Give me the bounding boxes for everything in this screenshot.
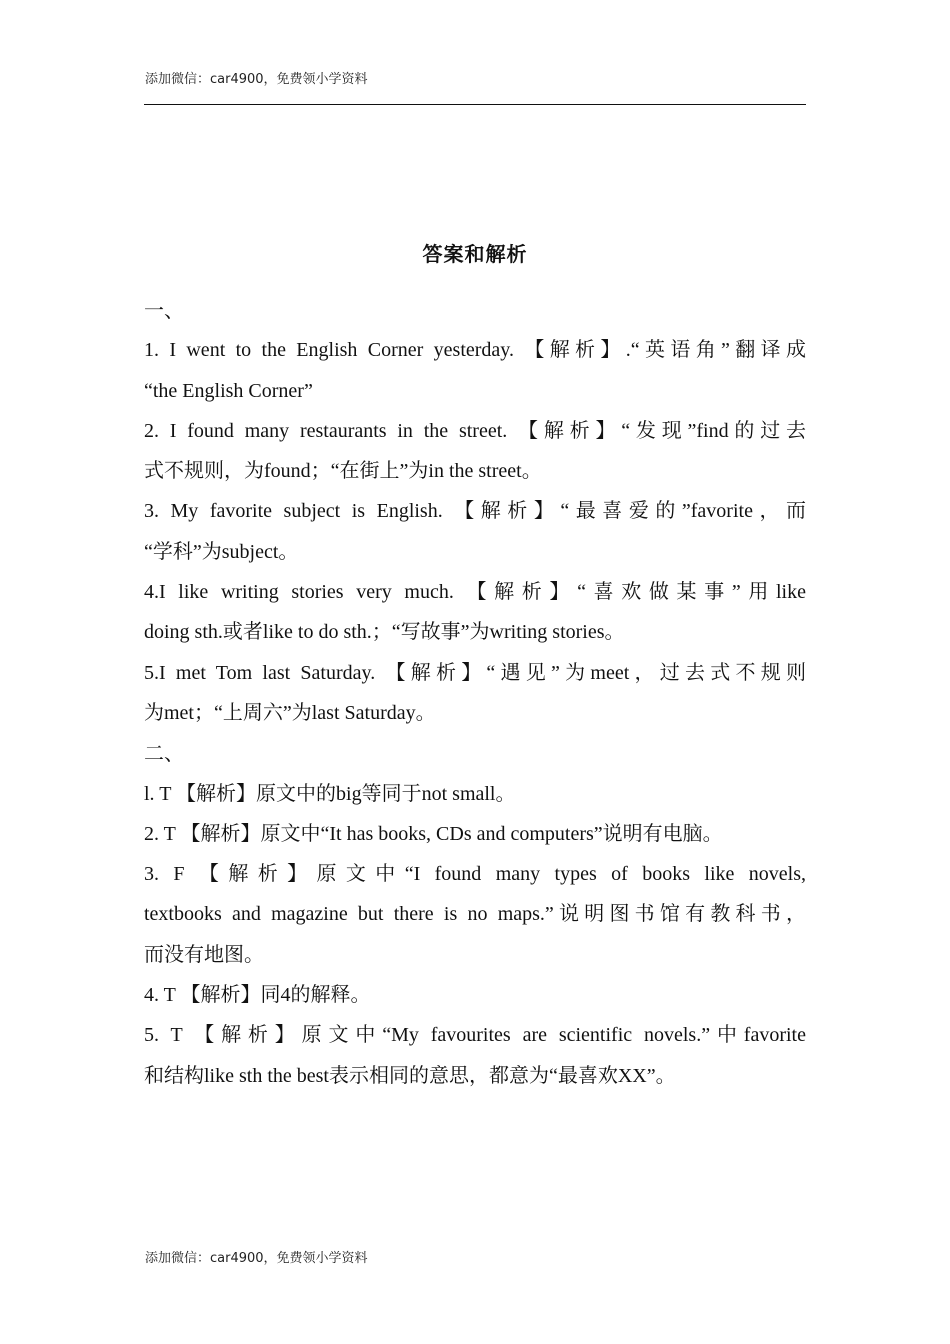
answer-line: doing sth.或者like to do sth.；“写故事”为writing stories。 (144, 621, 625, 644)
answer-line: 而没有地图。 (144, 943, 264, 966)
answer-line: “the English Corner” (144, 379, 313, 402)
answer-line: l. T 【解析】原文中的big等同于not small。 (144, 782, 516, 805)
answer-line: “学科”为subject。 (144, 540, 299, 563)
answer-line: 2. T 【解析】原文中“It has books, CDs and computers”说明有电脑。 (144, 822, 723, 845)
answer-line: 1. I went to the English Corner yesterday. 【解析】.“英语角”翻译成 (144, 339, 806, 362)
answer-line: 3. F 【解析】原文中“I found many types of books like novels, (144, 863, 806, 886)
header-divider (144, 104, 806, 105)
answer-line: 和结构like sth the best表示相同的意思，都意为“最喜欢XX”。 (144, 1064, 676, 1087)
answer-line: 4. T 【解析】同4的解释。 (144, 984, 371, 1007)
section-heading-1: 一、 (144, 298, 184, 322)
header-note: 添加微信：car4900，免费领小学资料 (145, 72, 368, 87)
answer-body (144, 290, 806, 1096)
section-heading-2: 二、 (144, 741, 184, 766)
answer-line: 为met；“上周六”为last Saturday。 (144, 701, 436, 724)
answer-line: 5. T 【解析】原文中“My favourites are scientific novels.”中favorite (144, 1024, 806, 1047)
answer-line: 式不规则，为found；“在街上”为in the street。 (144, 460, 542, 483)
answer-line: 4.I like writing stories very much. 【解析】“喜欢做某事”用like (144, 581, 806, 604)
answer-line: 3. My favorite subject is English. 【解析】“最喜爱的”favorite，而 (144, 500, 806, 523)
page-title: 答案和解析 (422, 242, 528, 266)
answer-line: 5.I met Tom last Saturday. 【解析】“遇见”为meet，过去式不规则 (144, 661, 806, 684)
footer-note: 添加微信：car4900，免费领小学资料 (145, 1251, 368, 1266)
answer-line: textbooks and magazine but there is no maps.”说明图书馆有教科书， (144, 903, 806, 926)
answer-line: 2. I found many restaurants in the street. 【解析】“发现”find的过去 (144, 419, 806, 442)
